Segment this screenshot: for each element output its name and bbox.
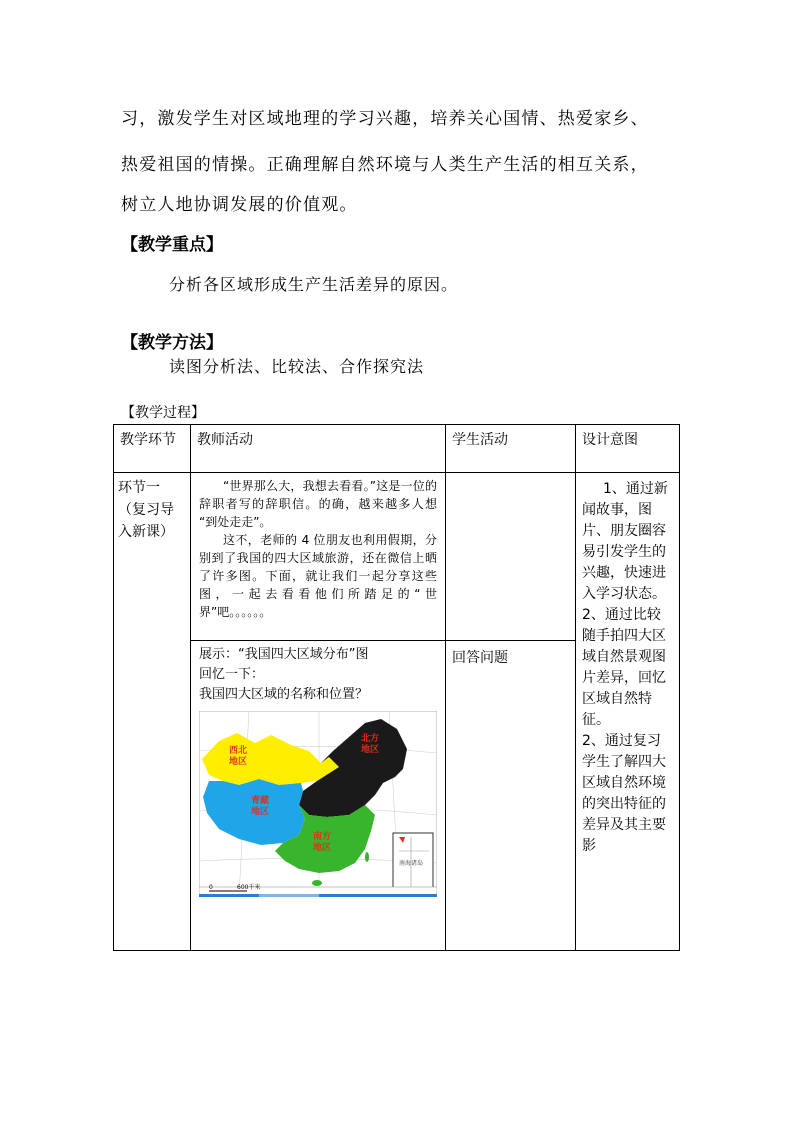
header-cell: 设计意图	[576, 425, 680, 473]
intro-line-1: 习，激发学生对区域地理的学习兴趣，培养关心国情、热爱家乡、	[121, 109, 649, 129]
show-line: 我国四大区域的名称和位置？	[199, 687, 369, 702]
label-northwest-1: 西北地区	[229, 746, 248, 767]
scale-zero: 0	[209, 884, 213, 891]
show-line: 回忆一下：	[199, 667, 265, 682]
show-cell	[191, 641, 446, 951]
china-regions-map	[199, 711, 437, 897]
section-name: 环节一（复习导入新课）	[114, 473, 191, 951]
map-svg	[199, 711, 437, 897]
process-heading: 【教学过程】	[121, 405, 205, 421]
lesson-table	[113, 424, 680, 951]
inset-label: 南海诸岛	[399, 860, 424, 867]
story-paragraph: 这不，老师的 4 位朋友也利用假期，分别到了我国的四大区域旅游，还在微信上晒了许多图。下面，就让我们一起分享这些图，一起去看看他们所踏足的“世界”吧。。。。。。	[199, 533, 437, 619]
design-item: 2、通过比较随手拍四大区域自然景观图片差异，回忆区域自然特征。	[582, 607, 666, 728]
student-activity: 回答问题	[446, 641, 576, 951]
label-south: 南方地区	[313, 832, 332, 853]
design-item: 2、通过复习学生了解四大区域自然环境的突出特征的差异及其主要影	[582, 733, 666, 854]
header-cell: 教学环节	[114, 425, 191, 473]
story-cell	[191, 473, 446, 641]
method-text: 读图分析法、比较法、合作探究法	[169, 357, 425, 376]
key-point-text: 分析各区域形成生产生活差异的原因。	[169, 275, 459, 294]
intro-line-3: 树立人地协调发展的价值观。	[121, 195, 358, 215]
show-line: 展示：“我国四大区域分布”图	[199, 647, 369, 662]
method-heading: 【教学方法】	[121, 333, 223, 353]
key-point-heading: 【教学重点】	[121, 235, 223, 255]
label-north: 北方地区	[361, 734, 380, 755]
intro-line-2: 热爱祖国的情操。正确理解自然环境与人类生产生活的相互关系，	[121, 155, 649, 175]
header-cell: 教师活动	[191, 425, 446, 473]
scale-length: 600千米	[237, 884, 261, 891]
design-intent-cell	[576, 473, 680, 951]
story-paragraph: “世界那么大，我想去看看。”这是一位的辞职者写的辞职信。的确，越来越多人想 “到处走走”。	[199, 479, 437, 529]
label-qinghai-tibet: 青藏地区	[251, 796, 270, 817]
header-cell: 学生活动	[446, 425, 576, 473]
design-item: 1、通过新闻故事，图片、朋友圈容易引发学生的兴趣，快速进入学习状态。	[582, 481, 668, 602]
table-row	[114, 473, 680, 641]
table-header-row	[114, 425, 680, 473]
empty-cell	[446, 473, 576, 641]
